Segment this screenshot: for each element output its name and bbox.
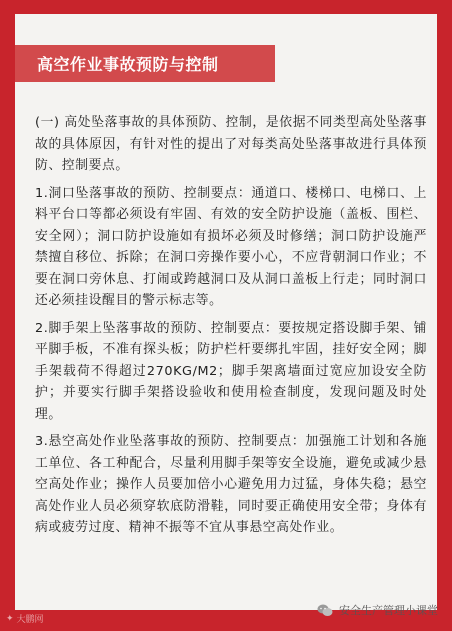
watermark-logo-icon: ✦	[6, 613, 14, 624]
watermark-left-text: 大鹏网	[16, 615, 44, 625]
article-body	[35, 112, 427, 545]
paragraph-opening-fall: 1.洞口坠落事故的预防、控制要点：通道口、楼梯口、电梯口、上料平台口等都必须设有牢固、有效的安全防护设施（盖板、围栏、安全网）；洞口防护设施如有损坏必须及时修缮；洞口防护设施严禁擅自移位、拆除；在洞口旁操作要小心，不应背朝洞口作业；不要在洞口旁休息、打闹或跨越洞口及从洞口盖板上行走；同时洞口还必须挂设醒目的警示标志等。	[35, 185, 427, 308]
page-title: 高空作业事故预防与控制	[37, 55, 219, 74]
wechat-icon	[317, 604, 333, 617]
paragraph-intro: (一) 高处坠落事故的具体预防、控制，是依据不同类型高处坠落事故的具体原因，有针对性的提出了对每类高处坠落事故进行具体预防、控制要点。	[35, 115, 427, 173]
watermark-right-text: 安全生产管理小课堂	[339, 604, 438, 617]
paragraph-suspended-work: 3.悬空高处作业坠落事故的预防、控制要点：加强施工计划和各施工单位、各工种配合，尽量利用脚手架等安全设施，避免或减少悬空高处作业；操作人员要加倍小心避免用力过猛，身体失稳；悬空高处作业人员必须穿软底防滑鞋，同时要正确使用安全带；身体有病或疲劳过度、精神不振等不宜从事悬空高处作业。	[35, 434, 427, 535]
title-banner	[15, 45, 275, 82]
paragraph-scaffold-fall: 2.脚手架上坠落事故的预防、控制要点：要按规定搭设脚手架、铺平脚手板，不准有探头板；防护栏杆要绑扎牢固，挂好安全网；脚手架载荷不得超过270KG/M2；脚手架离墙面过宽应加设安全防护；并要实行脚手架搭设验收和使用检查制度，发现问题及时处理。	[35, 320, 427, 422]
watermark-left	[6, 612, 44, 625]
content-panel	[15, 14, 437, 610]
watermark-right	[317, 602, 438, 618]
